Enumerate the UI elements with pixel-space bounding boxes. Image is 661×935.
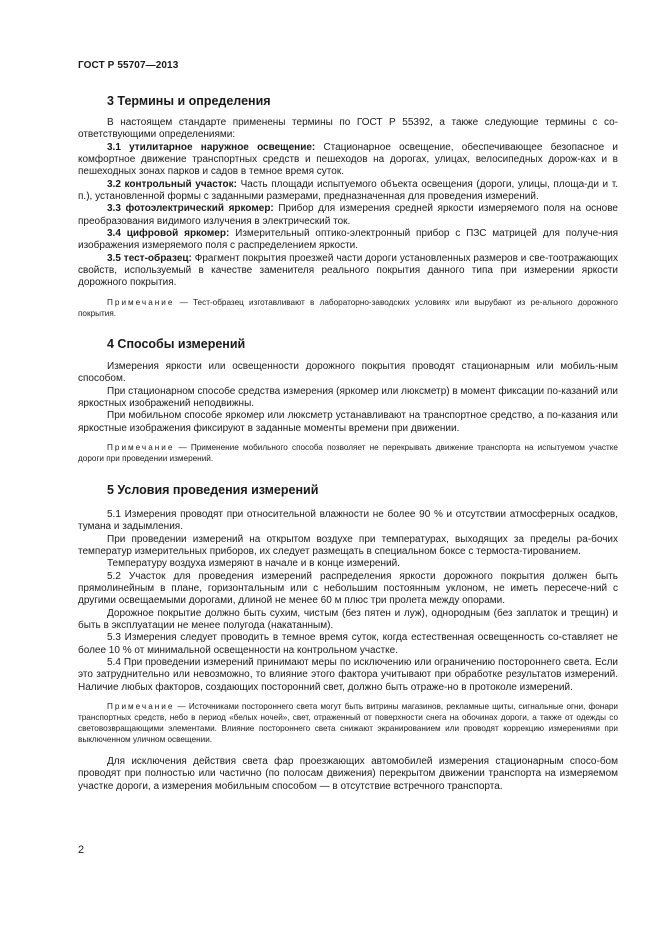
section-4-paragraph: При мобильном способе яркомер или люксметр устанавливают на транспортное средство, а по-казания или яркостные изображения фиксируют в заданные моменты времени при движении. [78, 410, 618, 434]
note-text: — Применение мобильного способа позволяет не перекрывать движение транспорта на испытуемом участке дороги при проведении измерений. [78, 442, 618, 463]
page-number: 2 [78, 844, 85, 856]
term-3-4 [78, 228, 618, 253]
section-3-intro: В настоящем стандарте применены термины по ГОСТ Р 55392, а также следующие термины с со-ответствующими определениями: [78, 117, 618, 141]
section-5-paragraph: Для исключения действия света фар проезжающих автомобилей измерения стационарным спосо-бом проводят при полностью или частично (по полосам движения) перекрытом движении транспорта на измеряемом участке дороги, а измерения мобильным способом — в отсутствие встречного транспорта. [78, 756, 618, 792]
section-5-title: 5 Условия проведения измерений [107, 482, 319, 497]
term-3-1-name: 3.1 утилитарное наружное освещение: [107, 141, 316, 153]
term-3-1-definition: Стационарное освещение, обеспечивающее безопасное и комфортное движение транспортных средств и пешеходов на дорогах, улицах, велосипедных дорож-ках и в пешеходных зонах парков и садов в темное время суток. [78, 141, 618, 178]
term-3-3 [78, 203, 618, 228]
note-label: Примечание [107, 297, 175, 307]
section-4-title: 4 Способы измерений [107, 336, 246, 351]
term-3-1 [78, 142, 618, 179]
note-text: — Источниками постороннего света могут быть витрины магазинов, рекламные щиты, сигнальные огни, фонари транспортных средств, небо в период «белых ночей», свет, отраженный от поверхности снега на обочинах дороги, а также от одежды со световозвращающими элементами. Влияние постороннего света снижают экранированием или проводят коррекцию измерениями при выключенном уличном освещении. [78, 702, 618, 745]
document-body [78, 90, 618, 793]
term-3-3-definition: Прибор для измерения средней яркости измеряемого поля на основе преобразования видимого излучения в электрический ток. [78, 203, 618, 227]
term-3-5-definition: Фрагмент покрытия проезжей части дороги установленных размеров и све-тоотражающих свойств, используемый в качестве заменителя реального покрытия данного типа при измерении яркости дорожного покрытия. [78, 252, 618, 289]
section-4-paragraph: При стационарном способе средства измерения (яркомер или люксметр) в момент фиксации по-казаний или яркостных изображений неподвижны. [78, 385, 618, 409]
term-3-2 [78, 179, 618, 204]
section-4-note [78, 442, 618, 464]
section-5-paragraph: 5.2 Участок для проведения измерений распределения яркости дорожного покрытия должен быть прямолинейным в плане, горизонтальным или с небольшим постоянным уклоном, не иметь пересече-ний с другими освещаемыми дорогами, длиной не менее 60 м плюс три пролета между опорами. [78, 570, 618, 607]
note-label: Примечание [107, 442, 175, 452]
note-label: Примечание [107, 702, 175, 712]
document-header: ГОСТ Р 55707—2013 [78, 60, 179, 71]
term-3-4-name: 3.4 цифровой яркомер: [107, 228, 230, 240]
section-5-paragraph: 5.1 Измерения проводят при относительной влажности не более 90 % и отсутствии атмосферных осадков, тумана и задымления. [78, 508, 618, 533]
section-4-paragraph: Измерения яркости или освещенности дорожного покрытия проводят стационарным или мобиль-ным способом. [78, 360, 618, 385]
section-5-paragraph: 5.3 Измерения следует проводить в темное время суток, когда естественная освещенность со-ставляет не более 10 % от минимальной освещенности на контрольном участке. [78, 632, 618, 656]
note-text: — Тест-образец изготавливают в лабораторно-заводских условиях или вырубают из ре-ального дорожного покрытия. [78, 297, 618, 318]
term-3-3-name: 3.3 фотоэлектрический яркомер: [107, 203, 274, 215]
term-3-2-name: 3.2 контрольный участок: [107, 178, 237, 190]
term-3-4-definition: Измерительный оптико-электронный прибор с ПЗС матрицей для получе-ния изображения измеряемого поля с распределением яркости. [78, 228, 618, 252]
section-5-note [78, 701, 618, 745]
term-3-2-definition: Часть площади испытуемого объекта освещения (дороги, улицы, площа-ди и т. п.), установленной формы с заданными размерами, предназначенная для проведения измерений. [78, 178, 618, 203]
section-5-paragraph: Дорожное покрытие должно быть сухим, чистым (без пятен и луж), однородным (без заплаток и трещин) и быть в эксплуатации не менее полугода (накатанным). [78, 607, 618, 631]
term-3-5-name: 3.5 тест-образец: [107, 252, 192, 264]
section-3-note [78, 297, 618, 319]
section-3-title: 3 Термины и определения [107, 94, 271, 108]
term-3-5 [78, 253, 618, 290]
section-5-paragraph: Температуру воздуха измеряют в начале и в конце измерений. [107, 558, 400, 570]
section-5-paragraph: 5.4 При проведении измерений принимают меры по исключению или ограничению постороннего света. Если это затруднительно или невозможно, то влияние этого фактора учитывают при обработке результатов измерений. Наличие любых факторов, создающих посторонний свет, должно быть отраже-но в протоколе измерений. [78, 657, 618, 693]
section-5-paragraph: При проведении измерений на открытом воздухе при температурах, выходящих за пределы ра-бочих температур измерительных приборов, их следует размещать в специальном боксе с термоста-тированием. [78, 533, 618, 557]
